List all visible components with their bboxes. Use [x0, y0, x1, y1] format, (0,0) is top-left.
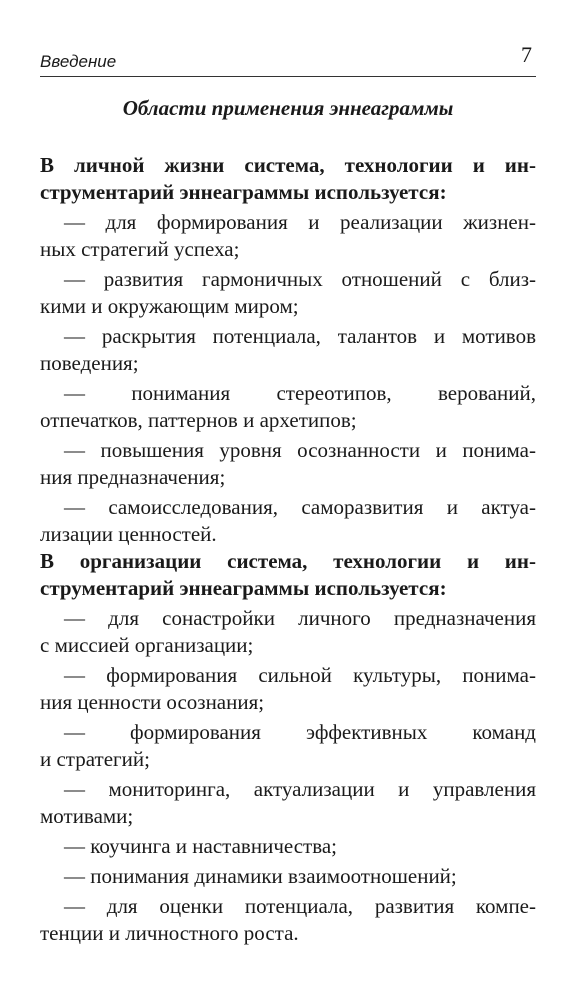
list-item — [40, 605, 536, 659]
item-line: — мониторинга, актуализации и управления — [64, 777, 536, 801]
list-item — [40, 494, 536, 548]
item-line: и стратегий; — [40, 747, 150, 771]
item-line: — для сонастройки личного предназначения — [64, 606, 536, 630]
list-item — [40, 266, 536, 320]
personal-life-section — [40, 152, 536, 551]
item-line: ных стратегий успеха; — [40, 237, 240, 261]
item-line: тенции и личностного роста. — [40, 921, 299, 945]
list-item — [40, 776, 536, 830]
item-line: отпечатков, паттернов и архетипов; — [40, 408, 357, 432]
list-item — [40, 863, 536, 890]
lead-line: струментарий эннеаграммы используется: — [40, 180, 447, 204]
item-line: лизации ценностей. — [40, 522, 217, 546]
list-item — [40, 437, 536, 491]
page-number: 7 — [521, 42, 532, 67]
lead-line: В организации система, технологии и ин- — [40, 549, 536, 573]
item-line: кими и окружающим миром; — [40, 294, 299, 318]
item-line: — формирования сильной культуры, понима- — [64, 663, 536, 687]
item-line: — формирования эффективных команд — [64, 720, 536, 744]
list-item — [40, 893, 536, 947]
list-item — [40, 209, 536, 263]
item-line: — понимания стереотипов, верований, — [64, 381, 536, 405]
item-line: поведения; — [40, 351, 139, 375]
item-line: ния ценности осознания; — [40, 690, 265, 714]
item-line: — развития гармоничных отношений с близ- — [64, 267, 536, 291]
list-item — [40, 719, 536, 773]
item-line: с миссией организации; — [40, 633, 254, 657]
page-title: Области применения эннеаграммы — [122, 96, 454, 120]
item-line: — раскрытия потенциала, талантов и мотивов — [64, 324, 536, 348]
running-header — [40, 44, 536, 77]
list-item — [40, 833, 536, 860]
lead-line: струментарий эннеаграммы используется: — [40, 576, 447, 600]
section-name: Введение — [40, 52, 117, 71]
item-line: — для формирования и реализации жизнен- — [64, 210, 536, 234]
item-line: — понимания динамики взаимоотношений; — [64, 864, 457, 888]
lead-line: В личной жизни система, технологии и ин- — [40, 153, 536, 177]
list-item — [40, 380, 536, 434]
organization-section — [40, 548, 536, 950]
item-line: — коучинга и наставничества; — [64, 834, 338, 858]
section-lead — [40, 152, 536, 206]
item-line: — для оценки потенциала, развития компе- — [64, 894, 536, 918]
section-lead — [40, 548, 536, 602]
list-item — [40, 323, 536, 377]
item-line: — самоисследования, саморазвития и актуа- — [64, 495, 536, 519]
item-line: ния предназначения; — [40, 465, 226, 489]
item-line: — повышения уровня осознанности и понима- — [64, 438, 536, 462]
list-item — [40, 662, 536, 716]
item-line: мотивами; — [40, 804, 134, 828]
